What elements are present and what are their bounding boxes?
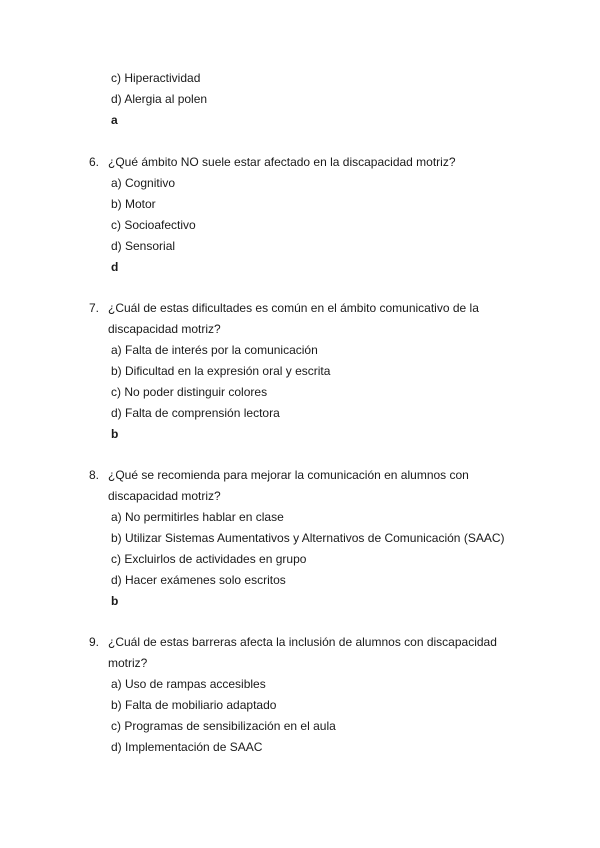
q9-number: 9. [89,635,100,649]
q5-answer: a [111,113,118,127]
q6-option-c: c) Socioafectivo [111,218,196,232]
q8-text-line-1: ¿Qué se recomienda para mejorar la comunicación en alumnos con [108,468,469,482]
q7-option-d: d) Falta de comprensión lectora [111,406,280,420]
q8-answer: b [111,594,119,608]
q7-option-b: b) Dificultad en la expresión oral y escrita [111,364,331,378]
q5-option-c: c) Hiperactividad [111,71,201,85]
q9-option-c: c) Programas de sensibilización en el aula [111,719,336,733]
q8-option-a: a) No permitirles hablar en clase [111,510,284,524]
q8-number: 8. [89,468,100,482]
q8-text-line-2: discapacidad motriz? [108,489,221,503]
q7-text-line-1: ¿Cuál de estas dificultades es común en el ámbito comunicativo de la [108,301,479,315]
q9-option-a: a) Uso de rampas accesibles [111,677,266,691]
q7-answer: b [111,427,119,441]
q6-text: ¿Qué ámbito NO suele estar afectado en la discapacidad motriz? [108,155,456,169]
q9-text-line-1: ¿Cuál de estas barreras afecta la inclusión de alumnos con discapacidad [108,635,497,649]
q7-option-c: c) No poder distinguir colores [111,385,268,399]
q7-number: 7. [89,301,100,315]
q6-answer: d [111,260,119,274]
q9-option-d: d) Implementación de SAAC [111,740,263,754]
q6-option-a: a) Cognitivo [111,176,176,190]
q6-number: 6. [89,155,100,169]
q7-option-a: a) Falta de interés por la comunicación [111,343,318,357]
q7-text-line-2: discapacidad motriz? [108,322,221,336]
q6-option-b: b) Motor [111,197,156,211]
q6-option-d: d) Sensorial [111,239,176,253]
q8-option-d: d) Hacer exámenes solo escritos [111,573,286,587]
q9-option-b: b) Falta de mobiliario adaptado [111,698,277,712]
q5-option-d: d) Alergia al polen [111,92,208,106]
q9-text-line-2: motriz? [108,656,148,670]
q8-option-b: b) Utilizar Sistemas Aumentativos y Alternativos de Comunicación (SAAC) [111,531,505,545]
q8-option-c: c) Excluirlos de actividades en grupo [111,552,307,566]
